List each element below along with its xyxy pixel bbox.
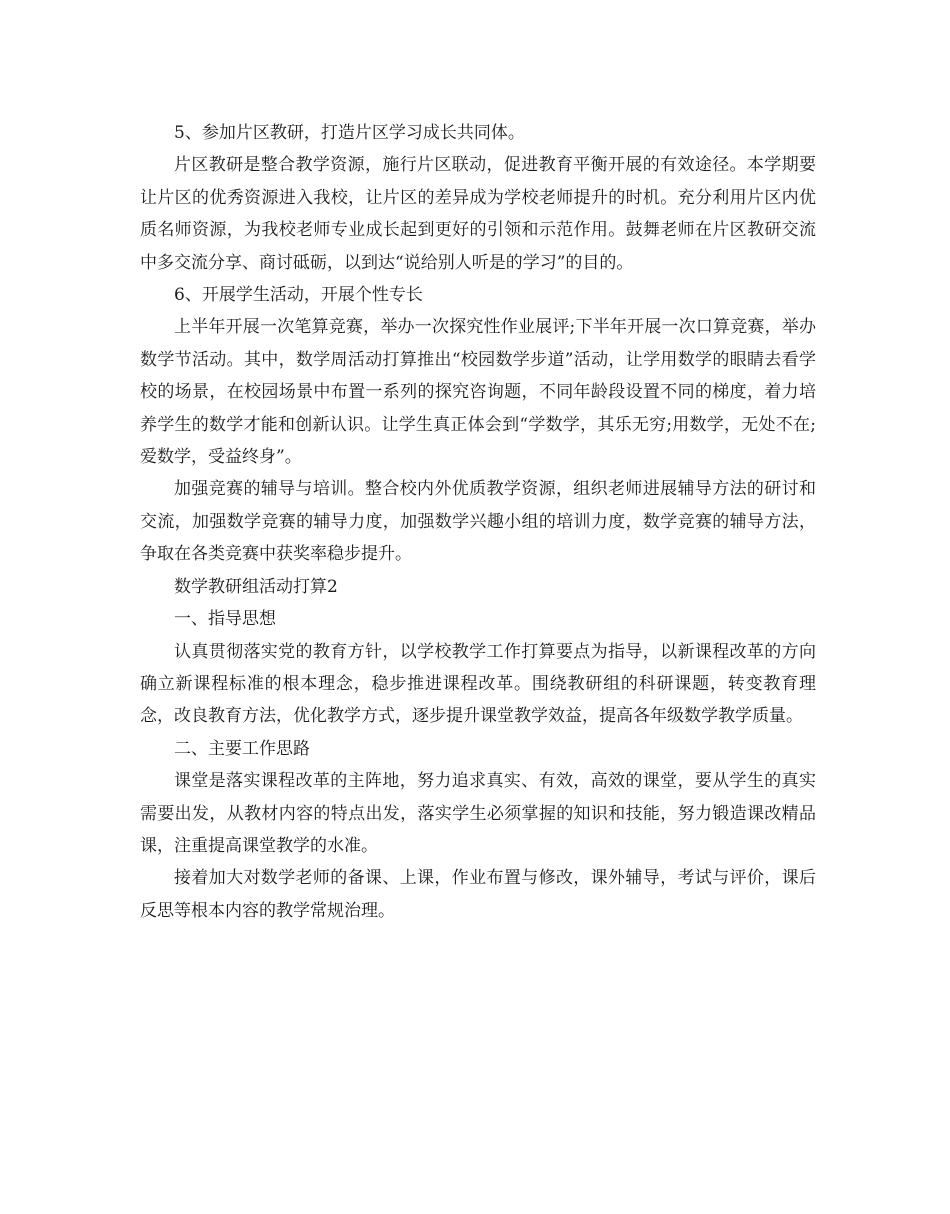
paragraph-student-activities: 上半年开展一次笔算竞赛，举办一次探究性作业展评;下半年开展一次口算竞赛，举办数学节活动。其中，数学周活动打算推出“校园数学步道”活动，让学用数学的眼睛去看学校的场景，在校园场景中布置一系列的探究咨询题，不同年龄段设置不同的梯度，着力培养学生的数学才能和创新认识。让学生真正体会到“学数学，其乐无穷;用数学，无处不在;爱数学，受益终身”。 <box>140 317 816 468</box>
paragraph-classroom: 课堂是落实课程改革的主阵地，努力追求真实、有效，高效的课堂，要从学生的真实需要出发，从教材内容的特点出发，落实学生必须掌握的知识和技能，努力锻造课改精品课，注重提高课堂教学的水准。 <box>140 771 816 856</box>
section-title-plan-2: 数学教研组活动打算2 <box>174 576 338 597</box>
heading-guiding-ideology: 一、指导思想 <box>174 609 276 630</box>
paragraph-routine-management: 接着加大对数学老师的备课、上课，作业布置与修改，课外辅导，考试与评价，课后反思等根本内容的教学常规治理。 <box>140 868 816 921</box>
document-body <box>140 117 816 927</box>
paragraph-guiding-ideology: 认真贯彻落实党的教育方针，以学校教学工作打算要点为指导，以新课程改革的方向确立新课程标准的根本理念，稳步推进课程改革。围绕教研组的科研课题，转变教育理念，改良教育方法，优化教学方式，逐步提升课堂教学效益，提高各年级数学教学质量。 <box>140 641 816 727</box>
heading-main-work-ideas: 二、主要工作思路 <box>174 738 310 759</box>
paragraph-item-6-heading: 6、开展学生活动，开展个性专长 <box>174 285 423 306</box>
paragraph-item-5-heading: 5、参加片区教研，打造片区学习成长共同体。 <box>174 123 525 143</box>
paragraph-district-research: 片区教研是整合教学资源，施行片区联动，促进教育平衡开展的有效途径。本学期要让片区的优秀资源进入我校，让片区的差异成为学校老师提升的时机。充分利用片区内优质名师资源，为我校老师专业成长起到更好的引领和示范作用。鼓舞老师在片区教研交流中多交流分享、商讨砥砺，以到达“说给别人听是的学习”的目的。 <box>140 155 816 273</box>
paragraph-competition-training: 加强竞赛的辅导与培训。整合校内外优质教学资源，组织老师进展辅导方法的研讨和交流，加强数学竞赛的辅导力度，加强数学兴趣小组的培训力度，数学竞赛的辅导方法，争取在各类竞赛中获奖率稳步提升。 <box>140 479 816 565</box>
